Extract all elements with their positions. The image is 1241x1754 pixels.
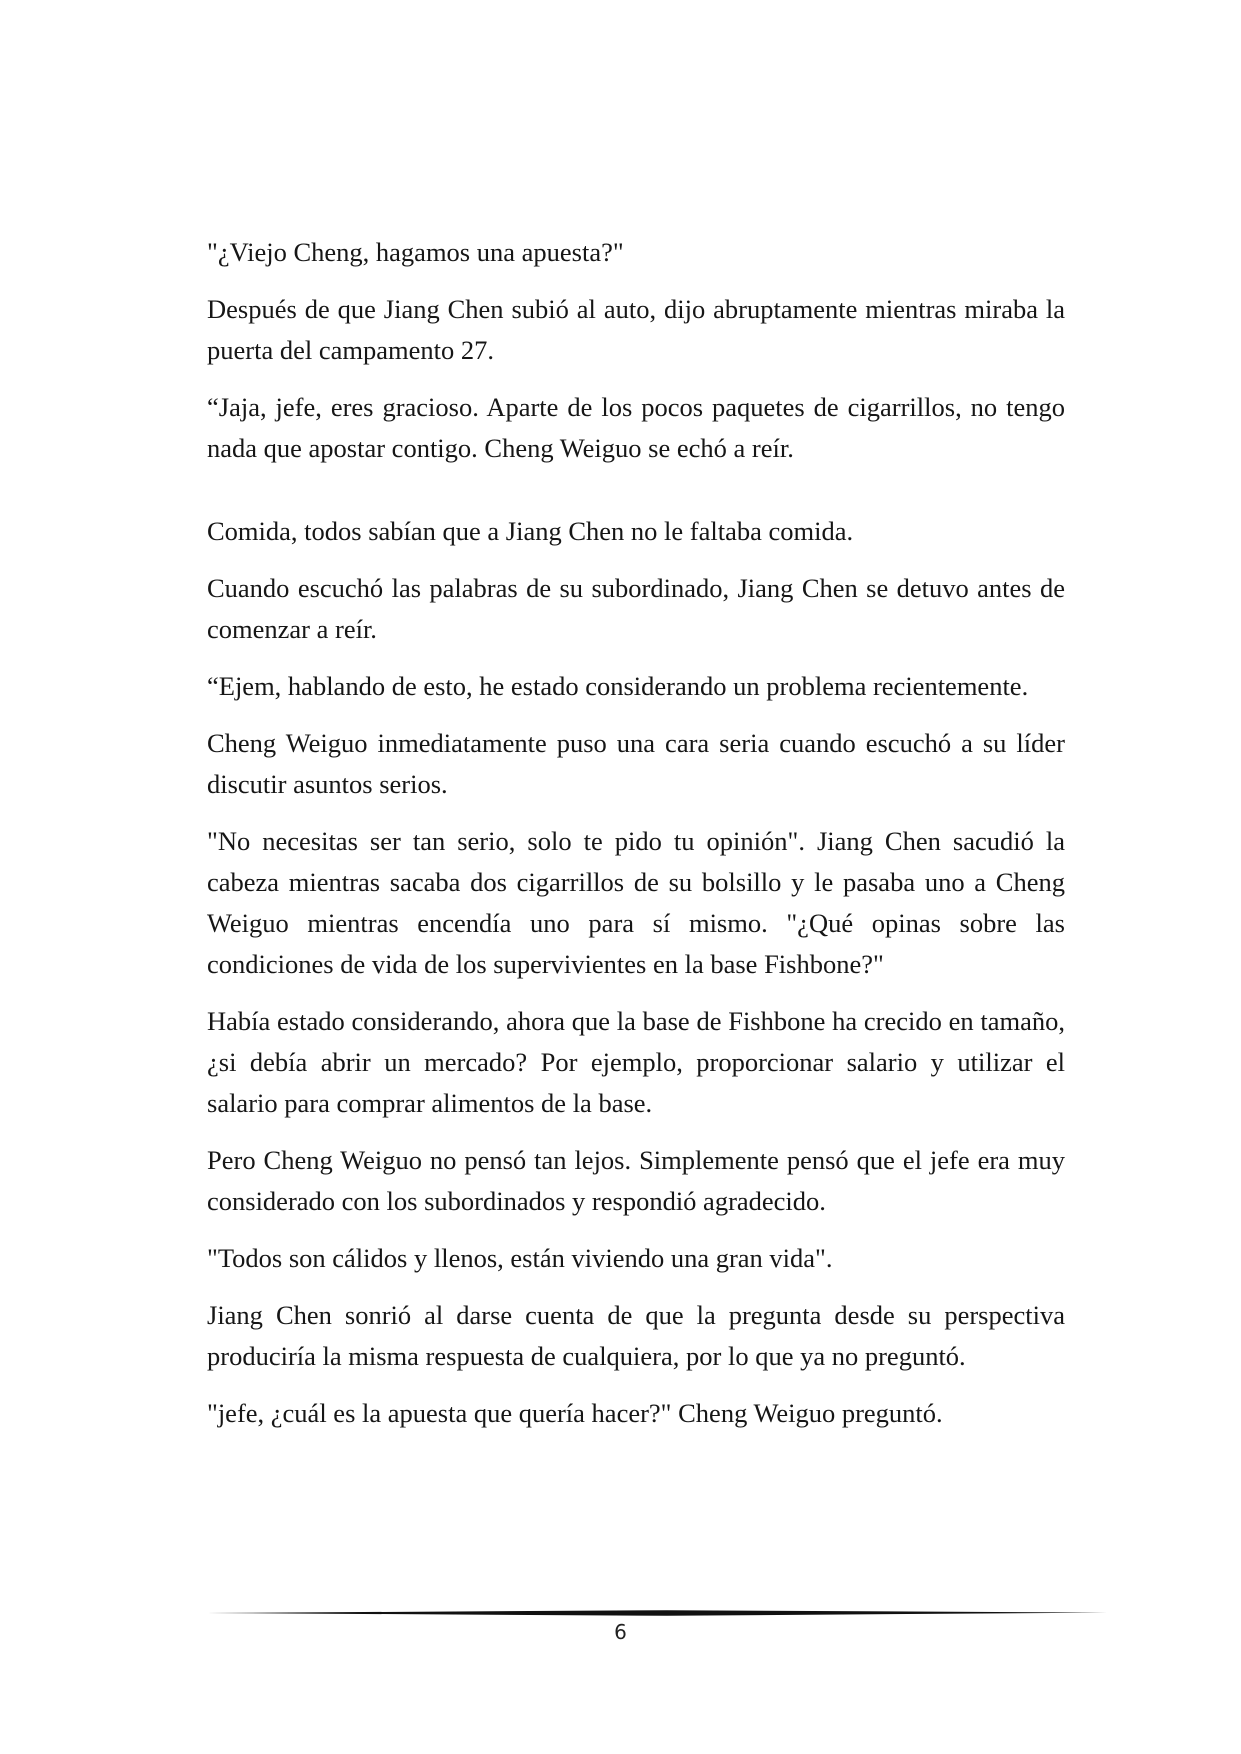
paragraph-9: Había estado considerando, ahora que la base de Fishbone ha crecido en tamaño, ¿si debía abrir un mercado? Por ejemplo, proporcionar salario y utilizar el salario para comprar alimentos de la base. [207,1006,1065,1118]
footer-divider-stroke [207,1610,1107,1616]
page-number: 6 [614,1620,627,1644]
body-text [207,232,1065,1450]
paragraph-5: Cuando escuchó las palabras de su subordinado, Jiang Chen se detuvo antes de comenzar a reír. [207,573,1065,644]
paragraph-8: "No necesitas ser tan serio, solo te pido tu opinión". Jiang Chen sacudió la cabeza mientras sacaba dos cigarrillos de su bolsillo y le pasaba uno a Cheng Weiguo mientras encendía uno para sí mismo. "¿Qué opinas sobre las condiciones de vida de los supervivientes en la base Fishbone?" [207,826,1065,979]
paragraph-11: "Todos son cálidos y llenos, están viviendo una gran vida". [207,1243,833,1273]
paragraph-1: "¿Viejo Cheng, hagamos una apuesta?" [207,237,624,267]
paragraph-10: Pero Cheng Weiguo no pensó tan lejos. Simplemente pensó que el jefe era muy considerado con los subordinados y respondió agradecido. [207,1145,1065,1216]
paragraph-12: Jiang Chen sonrió al darse cuenta de que la pregunta desde su perspectiva produciría la misma respuesta de cualquiera, por lo que ya no preguntó. [207,1300,1065,1371]
paragraph-3: “Jaja, jefe, eres gracioso. Aparte de los pocos paquetes de cigarrillos, no tengo nada que apostar contigo. Cheng Weiguo se echó a reír. [207,392,1065,463]
paragraph-6: “Ejem, hablando de esto, he estado considerando un problema recientemente. [207,671,1029,701]
paragraph-4: Comida, todos sabían que a Jiang Chen no le faltaba comida. [207,516,854,546]
paragraph-2: Después de que Jiang Chen subió al auto, dijo abruptamente mientras miraba la puerta del campamento 27. [207,294,1065,365]
paragraph-13: "jefe, ¿cuál es la apuesta que quería hacer?" Cheng Weiguo preguntó. [207,1398,943,1428]
paragraph-7: Cheng Weiguo inmediatamente puso una cara seria cuando escuchó a su líder discutir asuntos serios. [207,728,1065,799]
